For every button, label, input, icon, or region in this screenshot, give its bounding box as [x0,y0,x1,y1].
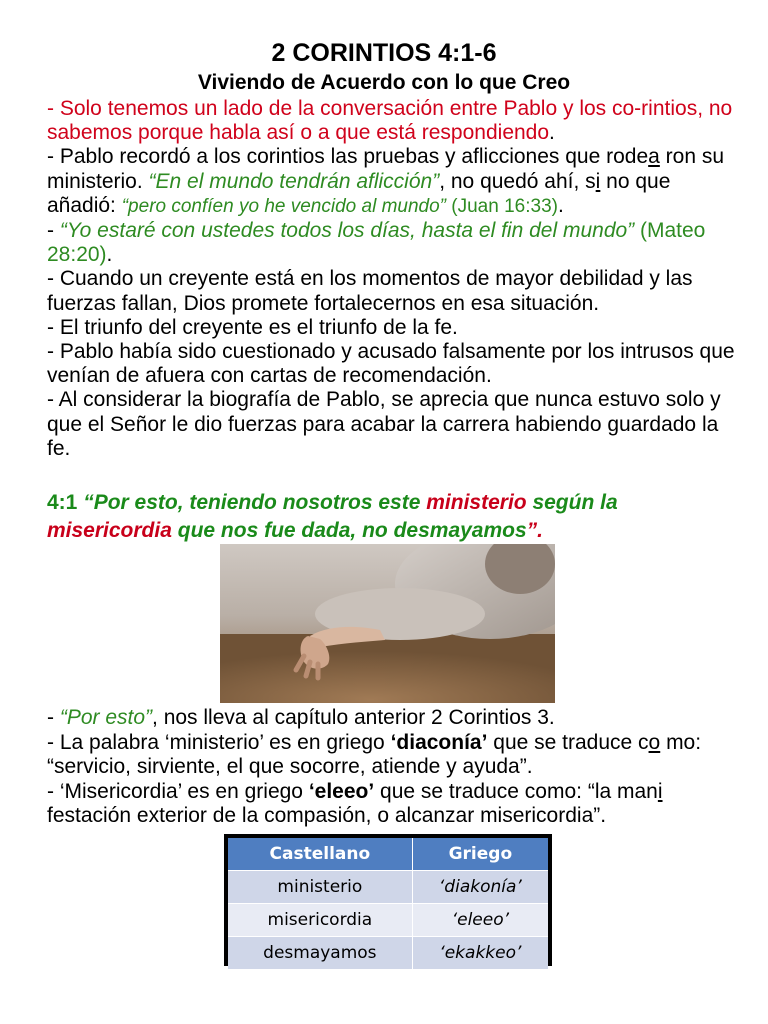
verse-text-2: según la [526,491,618,514]
paragraph-1 [47,97,737,145]
period: . [557,193,564,217]
underlined-letter: i [595,169,601,193]
translation-table-frame [224,834,552,966]
paragraph-2-text-b: ron su ministerio. [47,145,725,193]
document-title: 2 CORINTIOS 4:1-6 [271,39,497,67]
greek-eleeo: ‘eleeo’ [308,779,375,803]
note-1 [47,706,737,731]
paragraph-6: - Pablo había sido cuestionado y acusado falsamente por los intrusos que venían de afuera con cartas de recomendación. [47,340,735,388]
note-1-text: , nos lleva al capítulo anterior 2 Corintios 3. [152,706,555,729]
paragraph-7: - Al considerar la biografía de Pablo, se aprecia que nunca estuvo solo y que el Señor le dio fuerzas para acabar la carrera habiendo guardado la fe. [47,388,721,460]
translation-table [228,838,548,969]
quote-mateo: “Yo estaré con ustedes todos los días, hasta el fin del mundo” [59,219,635,243]
verse-reference: 4:1 [47,491,84,514]
period: . [106,243,113,267]
note-2-text-a: - La palabra ‘ministerio’ es en griego [47,730,391,754]
reference-juan: (Juan 16:33) [446,195,558,217]
quote-por-esto: “Por esto” [59,706,153,729]
paragraph-1-text: Solo tenemos un lado de la conversación entre Pablo y los co-rintios, no sabemos porque habla así o a que está respondiendo [47,97,733,145]
table-row [228,937,548,970]
table-cell-castellano: ministerio [228,871,412,904]
greek-diaconia: ‘diaconía’ [390,730,488,754]
underlined-letter: i [657,779,663,803]
table-header-row [228,838,548,871]
photo-fallen-person [220,544,555,703]
reference-mateo: (Mateo 28:20) [47,219,706,267]
table-cell-griego: ‘ekakkeo’ [412,937,548,970]
notes-section [47,706,737,829]
paragraph-5: - El triunfo del creyente es el triunfo de la fe. [47,315,458,339]
verse-text-3: que nos fue dada, no desmayamos [171,519,527,542]
table-cell-griego: ‘diakonía’ [412,871,548,904]
paragraph-2 [47,145,737,219]
underlined-letter: o [648,730,661,754]
table-cell-castellano: desmayamos [228,937,412,970]
note-2 [47,731,737,780]
table-row [228,871,548,904]
paragraph-2-text-d: no que añadió: [47,169,671,217]
verse-quote [47,489,747,545]
note-3-text-b: que se traduce como: “la man [374,779,658,803]
note-2-text-b: que se traduce c [487,730,649,754]
intro-section [47,97,737,461]
table-row [228,904,548,937]
paragraph-4: - Cuando un creyente está en los momentos de mayor debilidad y las fuerzas fallan, Dios promete fortalecernos en esa situación. [47,267,693,315]
table-cell-castellano: misericordia [228,904,412,937]
verse-word-ministerio: ministerio [426,491,527,514]
underlined-letter: a [648,145,660,169]
verse-text-1: “Por esto, teniendo nosotros este [83,491,427,514]
paragraph-2-text-c: , no quedó ahí, s [439,169,596,193]
column-header-castellano: Castellano [228,838,412,871]
column-header-griego: Griego [412,838,548,871]
quote-aflicion: “En el mundo tendrán aflicción” [148,169,440,193]
photo-illustration [220,544,555,703]
verse-word-misericordia: misericordia [47,519,172,542]
quote-vencido: “pero confíen yo he vencido al mundo” [121,195,446,217]
table-cell-griego: ‘eleeo’ [412,904,548,937]
dash: - [47,219,60,243]
document-subtitle: Viviendo de Acuerdo con lo que Creo [197,71,571,94]
paragraph-3 [47,219,737,267]
note-3-text-c: festación exterior de la compasión, o alcanzar misericordia”. [47,804,607,827]
note-3-text-a: - ‘Misericordia’ es en griego [47,779,309,803]
dash: - [47,706,60,729]
period: . [549,121,555,145]
dash: - [47,97,60,120]
paragraph-2-text-a: - Pablo recordó a los corintios las pruebas y aflicciones que rode [47,145,649,169]
note-3 [47,780,737,829]
note-2-text-c: mo: “servicio, sirviente, el que socorre, atiende y ayuda”. [47,730,702,778]
verse-text-4: ”. [526,519,544,542]
